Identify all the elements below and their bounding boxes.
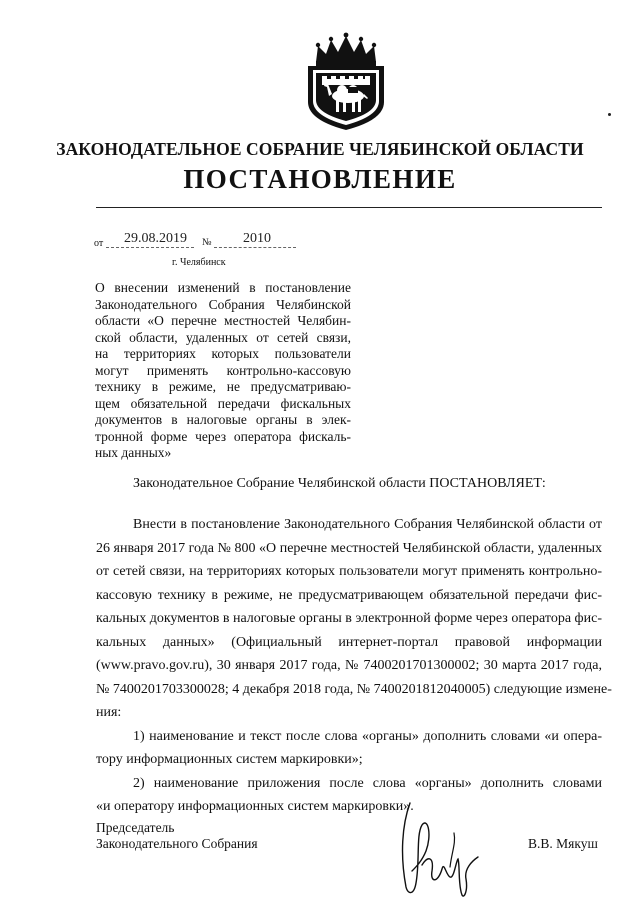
document-number: 2010 xyxy=(243,231,271,246)
document-title xyxy=(95,280,351,462)
title-line: О внесении изменений в постановление xyxy=(95,280,351,295)
item-1-line: тору информационных систем маркировки»; xyxy=(96,752,363,767)
city-label: г. Челябинск xyxy=(172,257,226,268)
date-underline xyxy=(106,247,194,248)
signatory-position-line2: Законодательного Собрания xyxy=(96,836,258,851)
title-line: ных данных» xyxy=(95,445,172,460)
item-1-line: 1) наименование и текст после слова «органы» дополнить словами «и опера- xyxy=(133,728,602,744)
body-line: Внести в постановление Законодательного Собрания Челябинской области от xyxy=(133,517,602,532)
resolution-body xyxy=(96,513,612,819)
number-prefix: № xyxy=(202,237,212,248)
handwritten-signature xyxy=(392,795,492,903)
body-line: ния: xyxy=(96,705,122,720)
body-line: кальных документов в налоговые органы в электронной форме через оператора фис- xyxy=(96,611,602,626)
scan-speck xyxy=(608,113,611,116)
title-line: щем обязательной передачи фискальных xyxy=(95,395,351,411)
title-line: ской области, удаленных от сетей связи, xyxy=(95,329,351,345)
body-line: кальных данных» (Официальный интернет-портал правовой информации xyxy=(96,634,602,650)
title-line: Законодательного Собрания Челябинской xyxy=(95,296,351,312)
body-line: (www.pravo.gov.ru), 30 января 2017 года, № 7400201701300002; 30 марта 2017 года, xyxy=(96,658,602,673)
organization-name: ЗАКОНОДАТЕЛЬНОЕ СОБРАНИЕ ЧЕЛЯБИНСКОЙ ОБЛАСТИ xyxy=(56,139,584,159)
title-line: тронной форме через оператора фискаль- xyxy=(95,428,351,444)
signatory-name: В.В. Мякуш xyxy=(528,836,598,851)
title-line: документов в налоговые органы в элек- xyxy=(95,412,351,427)
enacting-clause: Законодательное Собрание Челябинской области ПОСТАНОВЛЯЕТ: xyxy=(133,476,546,491)
document-type-heading: ПОСТАНОВЛЕНИЕ xyxy=(183,164,457,194)
body-line: № 7400201703300028; 4 декабря 2018 года, № 7400201812040005) следующие измене- xyxy=(96,681,612,697)
number-underline xyxy=(214,247,296,248)
document-date: 29.08.2019 xyxy=(124,231,187,246)
signatory-position-line1: Председатель xyxy=(96,820,175,835)
date-prefix: от xyxy=(94,238,104,249)
coat-of-arms-emblem xyxy=(298,32,394,132)
item-2-line: «и оператору информационных систем маркировки». xyxy=(96,799,414,814)
item-2-line: 2) наименование приложения после слова «органы» дополнить словами xyxy=(133,775,602,791)
body-line: 26 января 2017 года № 800 «О перечне местностей Челябинской области, удаленных xyxy=(96,540,602,556)
body-line: от сетей связи, на территориях которых пользователи могут применять контрольно- xyxy=(96,564,602,579)
title-line: области «О перечне местностей Челябин- xyxy=(95,313,351,328)
header-divider xyxy=(96,207,602,208)
title-line: технику в режиме, не предусматриваю- xyxy=(95,379,351,394)
title-line: могут применять контрольно-кассовую xyxy=(95,362,351,378)
title-line: на территориях которых пользователи xyxy=(95,346,351,361)
body-line: кассовую технику в режиме, не предусматривающем обязательной передачи фис- xyxy=(96,587,602,603)
